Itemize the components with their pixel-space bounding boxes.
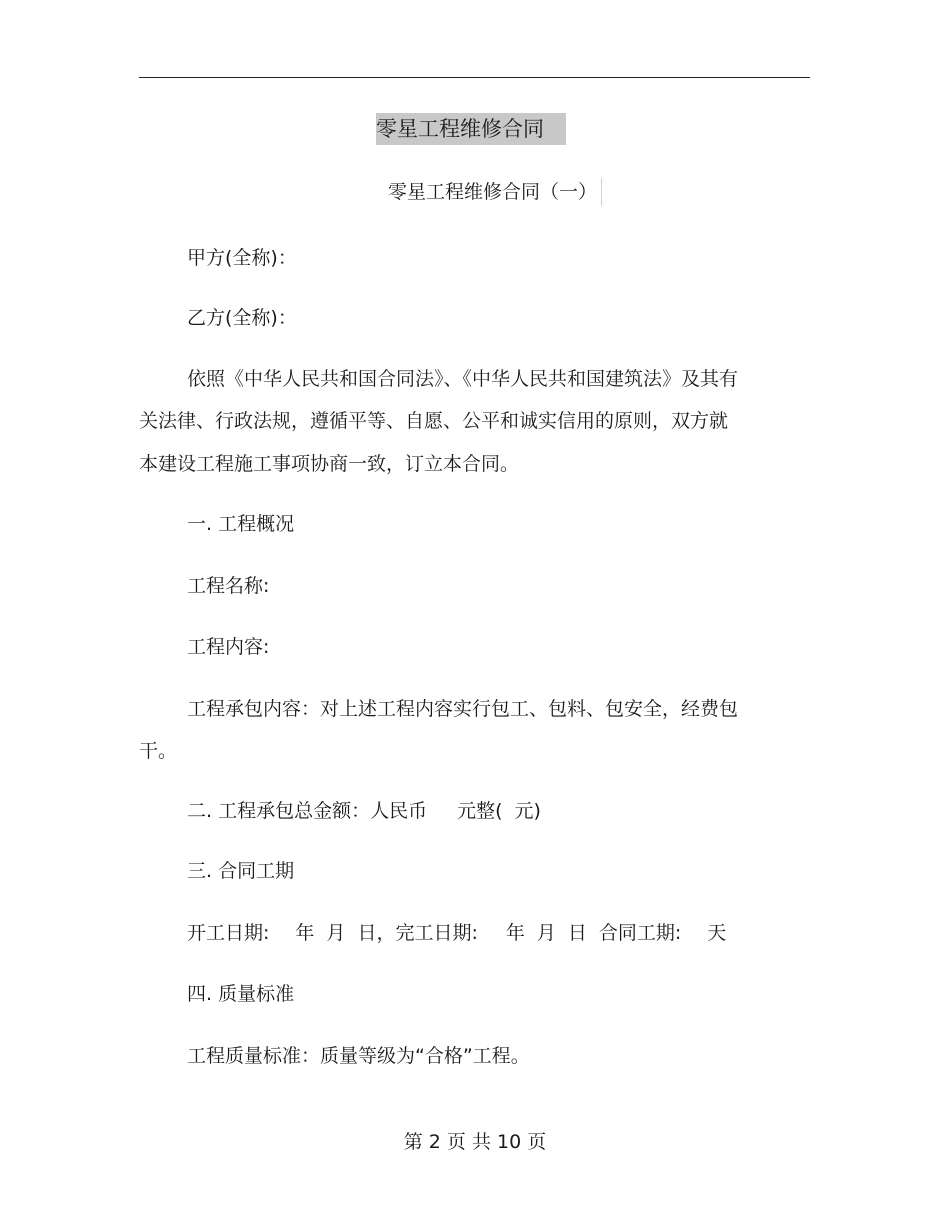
party-b-line: 乙方(全称)： [187, 307, 297, 329]
start-date-label: 开工日期: [187, 922, 270, 944]
end-month: 月 [536, 922, 556, 944]
quality-standard-line: 工程质量标准：质量等级为“合格”工程。 [187, 1045, 530, 1067]
contract-scope-line-2: 干。 [139, 740, 178, 762]
preamble-line-3: 本建设工程施工事项协商一致，订立本合同。 [139, 453, 520, 475]
contract-scope-line-1: 工程承包内容：对上述工程内容实行包工、包料、包安全，经费包 [187, 698, 739, 720]
end-year: 年 [505, 922, 525, 944]
end-day: 日 [567, 922, 587, 944]
document-subtitle: 零星工程维修合同（一） [388, 178, 602, 206]
section4-heading: 四. 质量标准 [187, 983, 295, 1005]
party-a-line: 甲方(全称)： [187, 247, 297, 269]
header-rule [139, 77, 810, 78]
section3-heading: 三. 合同工期 [187, 860, 295, 882]
section2-line [187, 797, 541, 825]
period-days: 天 [707, 922, 727, 944]
page-footer: 第 2 页 共 10 页 [403, 1131, 547, 1153]
document-title: 零星工程维修合同 [376, 113, 566, 145]
schedule-line [187, 919, 726, 947]
project-name-line: 工程名称: [187, 575, 270, 597]
start-month: 月 [326, 922, 346, 944]
section2-unit: 元) [514, 800, 541, 822]
preamble-line-2: 关法律、行政法规，遵循平等、自愿、公平和诚实信用的原则，双方就 [139, 410, 729, 432]
section1-heading: 一. 工程概况 [187, 513, 295, 535]
section2-suffix: 元整( [457, 800, 503, 822]
period-label: 合同工期: [598, 922, 682, 944]
start-day-and-end-label: 日，完工日期: [357, 922, 478, 944]
preamble-line-1: 依照《中华人民共和国合同法》、《中华人民共和国建筑法》及其有 [187, 368, 739, 390]
project-content-line: 工程内容: [187, 636, 270, 658]
section2-prefix: 二. 工程承包总金额：人民币 [187, 800, 428, 822]
start-year: 年 [295, 922, 315, 944]
